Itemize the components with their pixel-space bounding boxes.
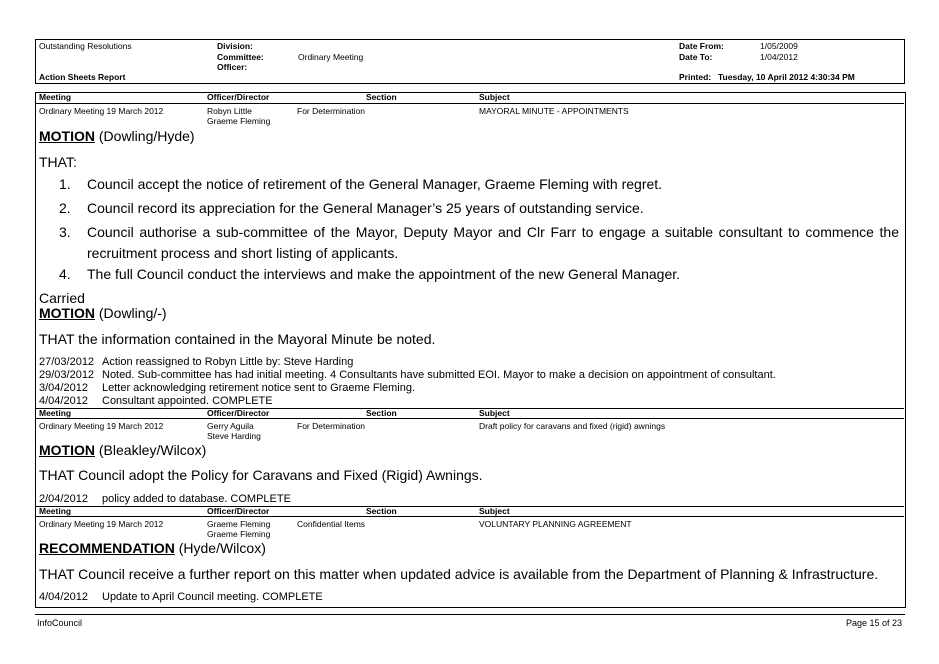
list-item-text: Council record its appreciation for the General Manager’s 25 years of outstanding service. <box>87 200 644 216</box>
item-section: For Determination <box>297 421 366 431</box>
item-officer: Robyn Little <box>207 106 252 116</box>
action-text: Action reassigned to Robyn Little by: Steve Harding <box>102 356 354 368</box>
col-section: Section <box>366 506 397 516</box>
action-entry <box>39 369 776 382</box>
item-officer: Steve Harding <box>207 431 261 441</box>
item-officer: Graeme Fleming <box>207 519 271 529</box>
list-number: 2. <box>59 200 71 216</box>
action-entry <box>39 493 291 506</box>
list-item-text: The full Council conduct the interviews and make the appointment of the new General Manager. <box>87 266 681 282</box>
action-text: Update to April Council meeting. COMPLETE <box>102 591 323 603</box>
column-header-row <box>36 408 904 419</box>
action-text: Letter acknowledging retirement notice sent to Graeme Fleming. <box>102 382 416 394</box>
item-section: For Determination <box>297 106 366 116</box>
action-entry <box>39 356 353 369</box>
printed-value: Tuesday, 10 April 2012 4:30:34 PM <box>718 72 855 82</box>
date-from-value: 1/05/2009 <box>760 41 798 51</box>
col-officer: Officer/Director <box>207 506 270 516</box>
action-date: 2/04/2012 <box>39 493 88 505</box>
motion-movers: (Dowling/-) <box>95 305 167 321</box>
committee-value: Ordinary Meeting <box>298 52 364 62</box>
motion-title: MOTION <box>39 442 95 458</box>
col-meeting: Meeting <box>39 92 72 102</box>
carried-text: Carried <box>39 290 85 306</box>
date-to-label: Date To: <box>679 52 713 62</box>
item-subject: VOLUNTARY PLANNING AGREEMENT <box>479 519 632 529</box>
column-header-row <box>36 506 904 517</box>
action-date: 4/04/2012 <box>39 395 88 407</box>
list-number: 3. <box>59 224 71 240</box>
action-text: Noted. Sub-committee has had initial meeting. 4 Consultants have submitted EOI. Mayor to make a decision on appointment of consultant. <box>102 369 776 381</box>
col-section: Section <box>366 92 397 102</box>
item-meeting: Ordinary Meeting 19 March 2012 <box>39 421 164 431</box>
item-officer: Graeme Fleming <box>207 529 271 539</box>
footer-page-number: Page 15 of 23 <box>846 618 903 628</box>
motion-title: MOTION <box>39 305 95 321</box>
motion-text: THAT Council adopt the Policy for Caravans and Fixed (Rigid) Awnings. <box>39 467 483 483</box>
col-officer: Officer/Director <box>207 92 270 102</box>
motion-movers: (Dowling/Hyde) <box>95 128 195 144</box>
action-entry <box>39 591 323 604</box>
recommendation-heading <box>39 540 266 557</box>
recommendation-movers: (Hyde/Wilcox) <box>174 540 266 556</box>
col-subject: Subject <box>479 408 510 418</box>
col-meeting: Meeting <box>39 506 72 516</box>
list-item-text: Council authorise a sub-committee of the Mayor, Deputy Mayor and Clr Farr to engage a suitable consultant to commence the recruitment process and short listing of applicants. <box>87 224 899 261</box>
col-subject: Subject <box>479 506 510 516</box>
recommendation-title: RECOMMENDATION <box>39 540 175 556</box>
motion-heading <box>39 305 167 322</box>
footer-divider <box>35 614 905 615</box>
action-entry <box>39 395 273 408</box>
item-officer: Gerry Aguila <box>207 421 254 431</box>
committee-label: Committee: <box>217 52 264 62</box>
motion-text: THAT the information contained in the Mayoral Minute be noted. <box>39 331 436 347</box>
printed-label: Printed: <box>679 72 712 82</box>
action-text: Consultant appointed. COMPLETE <box>102 395 273 407</box>
motion-title: MOTION <box>39 128 95 144</box>
report-header <box>35 39 905 84</box>
report-group: Outstanding Resolutions <box>39 41 132 51</box>
recommendation-text: THAT Council receive a further report on this matter when updated advice is available from the Department of Planning & Infrastructure. <box>39 566 879 582</box>
division-label: Division: <box>217 41 253 51</box>
list-number: 1. <box>59 176 71 192</box>
col-subject: Subject <box>479 92 510 102</box>
date-from-label: Date From: <box>679 41 724 51</box>
motion-movers: (Bleakley/Wilcox) <box>95 442 207 458</box>
motion-that: THAT: <box>39 154 77 170</box>
date-to-value: 1/04/2012 <box>760 52 798 62</box>
action-date: 4/04/2012 <box>39 591 88 603</box>
list-item-text: Council accept the notice of retirement of the General Manager, Graeme Fleming with regret. <box>87 176 663 192</box>
col-officer: Officer/Director <box>207 408 270 418</box>
item-subject: Draft policy for caravans and fixed (rigid) awnings <box>479 421 666 431</box>
action-date: 29/03/2012 <box>39 369 95 381</box>
list-number: 4. <box>59 266 71 282</box>
col-meeting: Meeting <box>39 408 72 418</box>
column-header-row <box>36 93 904 104</box>
item-subject: MAYORAL MINUTE - APPOINTMENTS <box>479 106 629 116</box>
report-name: Action Sheets Report <box>39 72 126 82</box>
action-date: 3/04/2012 <box>39 382 88 394</box>
col-section: Section <box>366 408 397 418</box>
officer-label: Officer: <box>217 62 248 72</box>
motion-heading <box>39 442 206 459</box>
item-meeting: Ordinary Meeting 19 March 2012 <box>39 106 164 116</box>
item-officer: Graeme Fleming <box>207 116 271 126</box>
item-section: Confidential Items <box>297 519 366 529</box>
item-meeting: Ordinary Meeting 19 March 2012 <box>39 519 164 529</box>
report-body <box>35 92 906 608</box>
action-entry <box>39 382 415 395</box>
action-date: 27/03/2012 <box>39 356 95 368</box>
motion-heading <box>39 128 195 145</box>
action-text: policy added to database. COMPLETE <box>102 493 291 505</box>
footer-brand: InfoCouncil <box>37 618 83 628</box>
